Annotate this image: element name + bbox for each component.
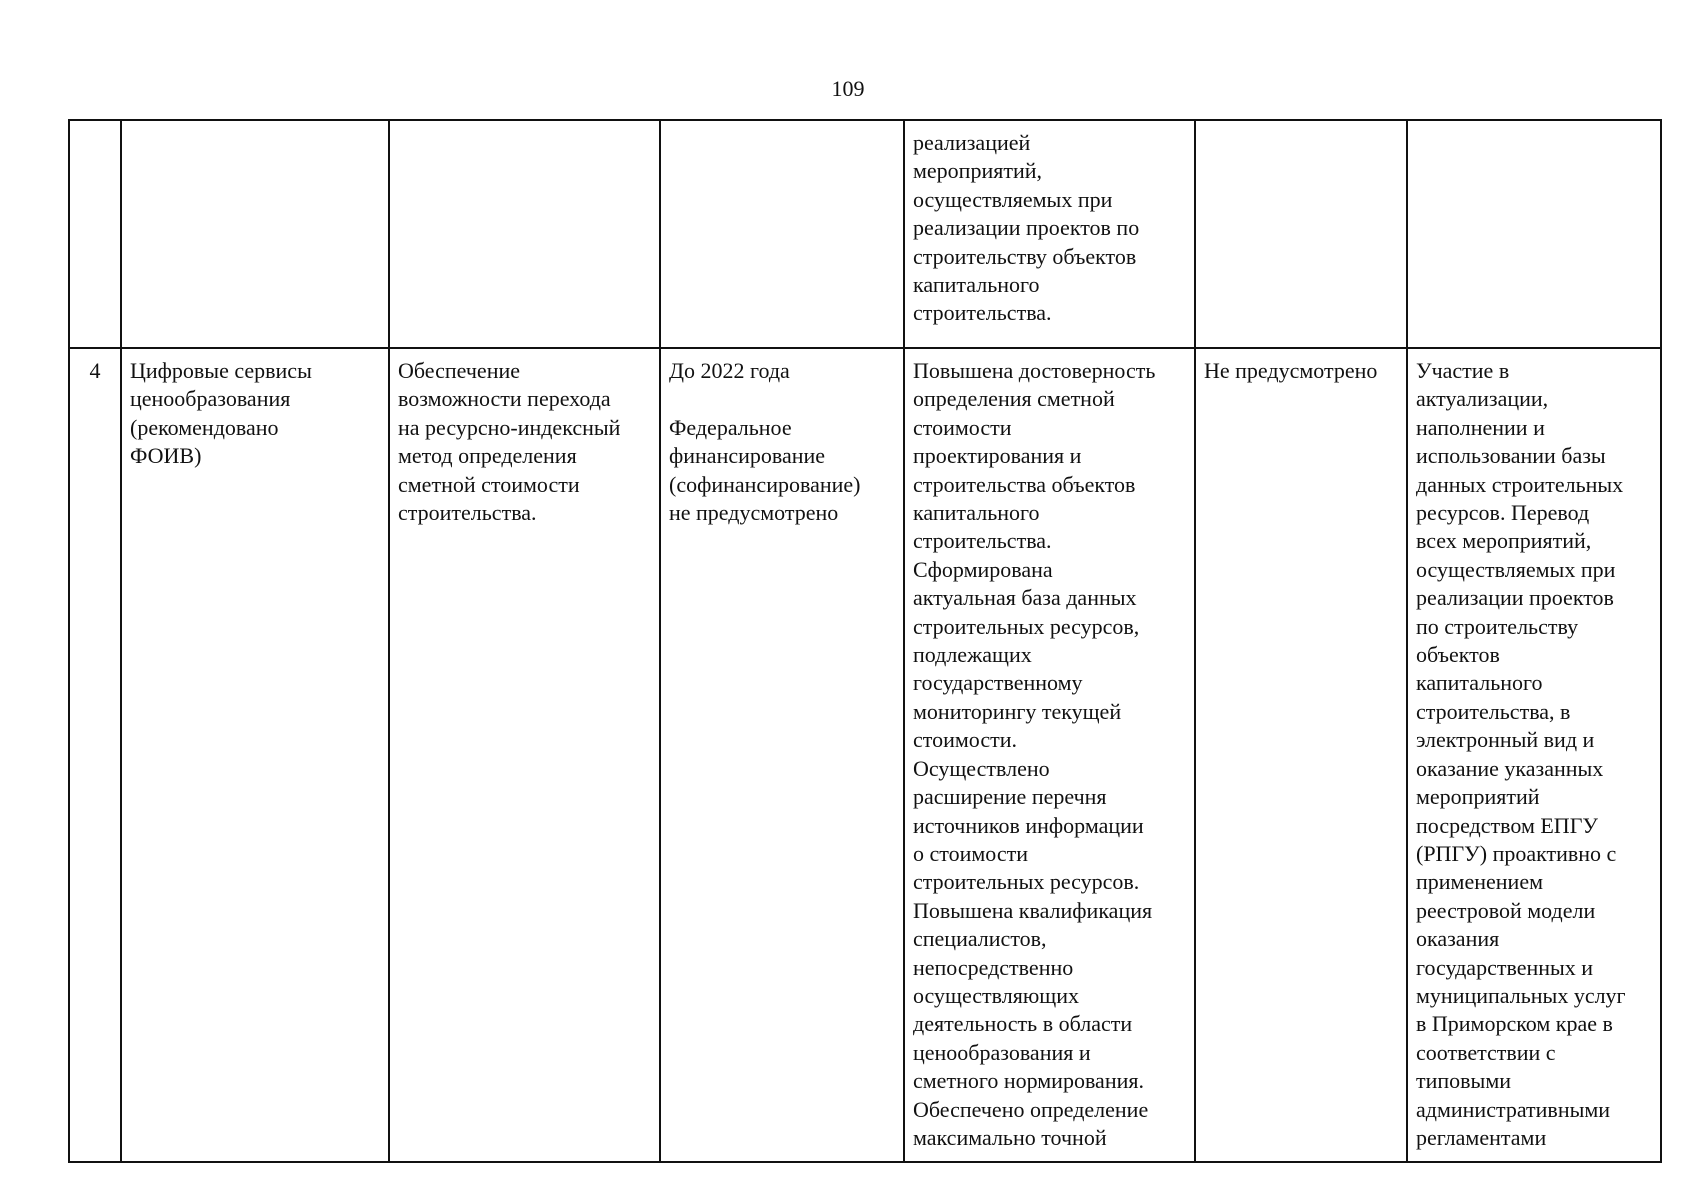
cell-text-line: строительных ресурсов, xyxy=(913,613,1140,639)
cell-text-line: актуальная база данных xyxy=(913,585,1137,611)
cell-text-line: реализации проектов по xyxy=(913,215,1140,241)
cell-text-line: капитального xyxy=(913,272,1040,298)
row-number-cell: 4 xyxy=(69,348,121,1162)
cell-text-line: посредством ЕПГУ xyxy=(1416,812,1598,838)
cell-text-line: мероприятий xyxy=(1416,784,1540,810)
cell-text-line: (софинансирование) xyxy=(669,471,861,497)
cell-text-line: Федеральное xyxy=(669,414,792,440)
participation-cell xyxy=(1407,120,1661,348)
cell-text-line: Цифровые сервисы xyxy=(130,358,312,383)
name-cell xyxy=(121,120,389,348)
cell-text-line: ценообразования и xyxy=(913,1039,1091,1065)
cell-text-line: типовыми xyxy=(1416,1068,1512,1094)
cell-text-line: капитального xyxy=(1416,670,1543,696)
cell-text-line: на ресурсно-индексный xyxy=(398,414,621,440)
term-cell xyxy=(660,120,904,348)
cell-text-line: До 2022 года xyxy=(669,358,790,383)
cell-text-line: проектирования и xyxy=(913,443,1082,469)
cell-text-line: сметной стоимости xyxy=(398,471,580,497)
cell-text-line: государственных и xyxy=(1416,954,1594,980)
cell-text-line: реализации проектов xyxy=(1416,585,1614,611)
cell-text-line: всех мероприятий, xyxy=(1416,528,1592,554)
cell-text-line: оказание указанных xyxy=(1416,755,1604,781)
term-cell xyxy=(660,348,904,1162)
cell-text-line: реестровой модели xyxy=(1416,897,1596,923)
cell-text-line: Сформирована xyxy=(913,556,1053,582)
cell-text-line: определения сметной xyxy=(913,386,1115,412)
cell-text-line: капитального xyxy=(913,500,1040,526)
cell-text-line: в Приморском крае в xyxy=(1416,1011,1613,1037)
cell-text-line: строительства. xyxy=(913,300,1052,326)
cell-text-line: Обеспечение xyxy=(398,358,520,383)
cell-text-line: Обеспечено определение xyxy=(913,1096,1149,1122)
cell-text-line: источников информации xyxy=(913,812,1144,838)
cell-text-line: ресурсов. Перевод xyxy=(1416,500,1590,526)
goal-cell xyxy=(389,348,660,1162)
table-row xyxy=(69,120,1661,348)
cell-text-line: сметного нормирования. xyxy=(913,1068,1144,1094)
cell-text-line: осуществляющих xyxy=(913,982,1079,1008)
document-table xyxy=(68,119,1662,1163)
cell-text-line: регламентами xyxy=(1416,1124,1547,1150)
cell-text-line: (рекомендовано xyxy=(130,414,279,440)
cell-text-line: применением xyxy=(1416,869,1544,895)
goal-cell xyxy=(389,120,660,348)
cell-text-line: строительства. xyxy=(398,500,537,526)
participation-cell xyxy=(1407,348,1661,1162)
cell-text-line: осуществляемых при xyxy=(913,186,1113,212)
cell-text-line: непосредственно xyxy=(913,954,1074,980)
cell-text-line: по строительству xyxy=(1416,613,1579,639)
cell-text-line: Повышена достоверность xyxy=(913,358,1156,383)
cell-text-line: стоимости xyxy=(913,414,1012,440)
cell-text-line: Осуществлено xyxy=(913,755,1050,781)
cell-text-line: о стоимости xyxy=(913,840,1028,866)
cell-text-line: электронный вид и xyxy=(1416,727,1595,753)
cell-text-line: наполнении и xyxy=(1416,414,1545,440)
cell-text-line: данных строительных xyxy=(1416,471,1624,497)
cell-text-line: объектов xyxy=(1416,642,1500,668)
cell-text-line: максимально точной xyxy=(913,1124,1107,1150)
cell-text-line: строительству объектов xyxy=(913,243,1137,269)
cell-text-line: подлежащих xyxy=(913,642,1032,668)
cell-text-line: Не предусмотрено xyxy=(1204,358,1378,383)
cell-text-line: строительства. xyxy=(913,528,1052,554)
cell-text-line: строительства объектов xyxy=(913,471,1136,497)
cell-text-line: деятельность в области xyxy=(913,1011,1133,1037)
cell-text-line: ценообразования xyxy=(130,386,291,412)
cell-text-line: финансирование xyxy=(669,443,826,469)
blank-line xyxy=(669,385,895,413)
cell-text-line: ФОИВ) xyxy=(130,443,202,469)
funding-cell xyxy=(1195,348,1407,1162)
cell-text-line: государственному xyxy=(913,670,1083,696)
cell-text-line: строительства, в xyxy=(1416,698,1571,724)
cell-text-line: не предусмотрено xyxy=(669,500,839,526)
cell-text-line: строительных ресурсов. xyxy=(913,869,1140,895)
cell-text-line: соответствии с xyxy=(1416,1039,1556,1065)
cell-text-line: мониторингу текущей xyxy=(913,698,1122,724)
cell-text-line: Повышена квалификация xyxy=(913,897,1153,923)
result-cell xyxy=(904,348,1195,1162)
cell-text-line: Участие в xyxy=(1416,358,1510,383)
result-cell xyxy=(904,120,1195,348)
cell-text-line: административными xyxy=(1416,1096,1611,1122)
table-row xyxy=(69,348,1661,1162)
cell-text-line: оказания xyxy=(1416,926,1500,952)
page-number: 109 xyxy=(831,76,865,101)
cell-text-line: мероприятий, xyxy=(913,158,1043,184)
cell-text-line: использовании базы xyxy=(1416,443,1606,469)
cell-text-line: расширение перечня xyxy=(913,784,1107,810)
cell-text-line: реализацией xyxy=(913,130,1031,155)
name-cell xyxy=(121,348,389,1162)
cell-text-line: возможности перехода xyxy=(398,386,611,412)
cell-text-line: специалистов, xyxy=(913,926,1047,952)
cell-text-line: муниципальных услуг xyxy=(1416,982,1626,1008)
cell-text-line: стоимости. xyxy=(913,727,1017,753)
cell-text-line: (РПГУ) проактивно с xyxy=(1416,840,1617,866)
row-number-cell xyxy=(69,120,121,348)
cell-text-line: метод определения xyxy=(398,443,577,469)
funding-cell xyxy=(1195,120,1407,348)
cell-text-line: актуализации, xyxy=(1416,386,1549,412)
cell-text-line: осуществляемых при xyxy=(1416,556,1616,582)
